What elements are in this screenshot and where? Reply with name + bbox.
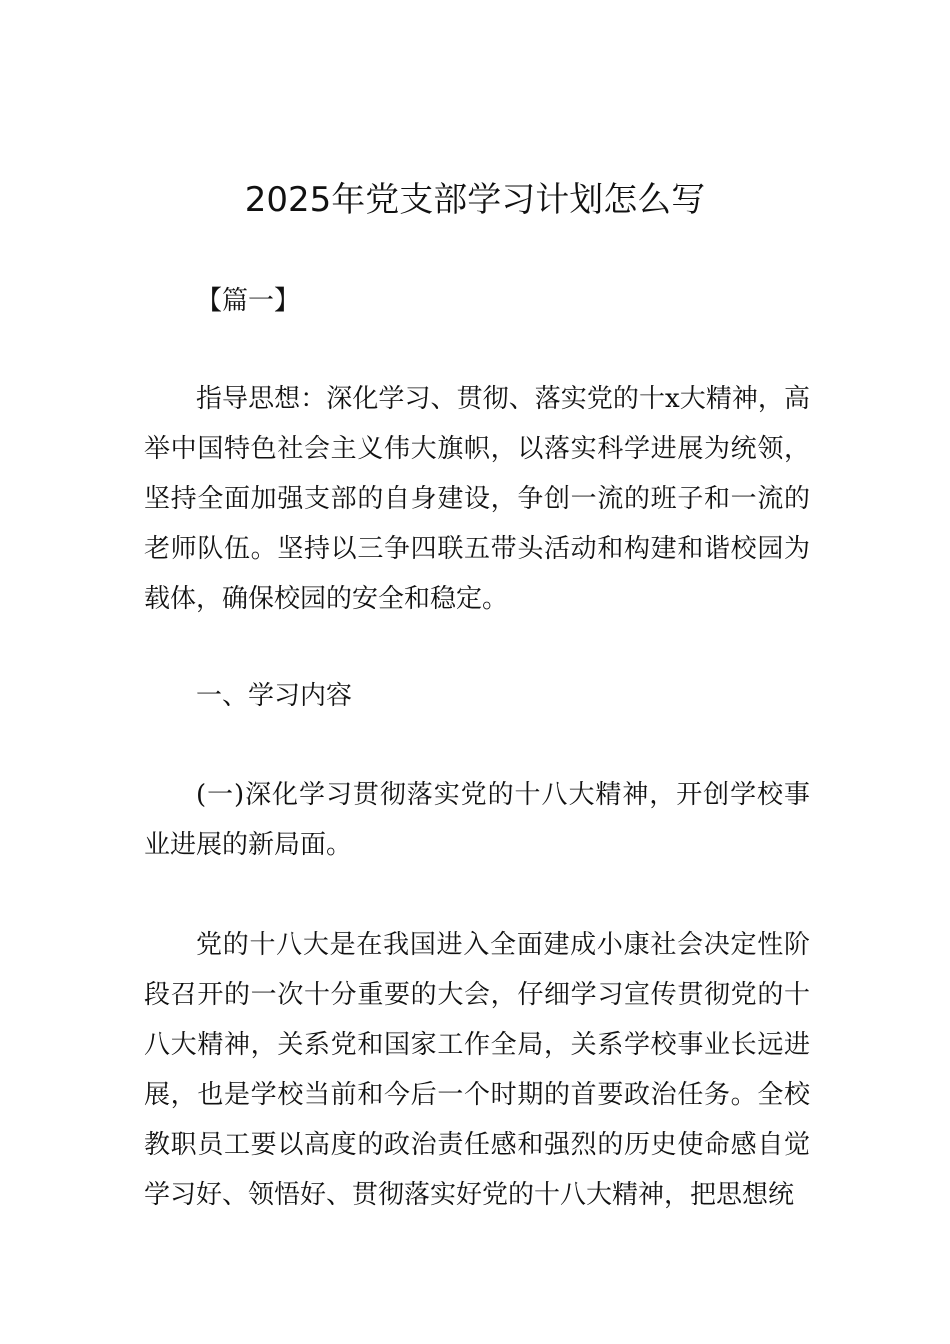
document-title: 2025年党支部学习计划怎么写 xyxy=(244,180,706,220)
section-label: 【篇一】 xyxy=(196,286,301,316)
heading-study-content: 一、学习内容 xyxy=(196,681,353,711)
body-paragraph: 党的十八大是在我国进入全面建成小康社会决定性阶段召开的一次十分重要的大会，仔细学习宣传贯彻党的十八大精神，关系党和国家工作全局，关系学校事业长远进展，也是学校当前和今后一个时期的首要政治任务。全校教职员工要以高度的政治责任感和强烈的历史使命感自觉学习好、领悟好、贯彻落实好党的十八大精神，把思想统 xyxy=(144,930,810,1210)
guiding-thought-paragraph: 指导思想：深化学习、贯彻、落实党的十x大精神，高举中国特色社会主义伟大旗帜，以落实科学进展为统领，坚持全面加强支部的自身建设，争创一流的班子和一流的老师队伍。坚持以三争四联五带头活动和构建和谐校园为载体，确保校园的安全和稳定。 xyxy=(144,384,810,614)
subheading-paragraph: (一)深化学习贯彻落实党的十八大精神，开创学校事业进展的新局面。 xyxy=(144,780,810,860)
